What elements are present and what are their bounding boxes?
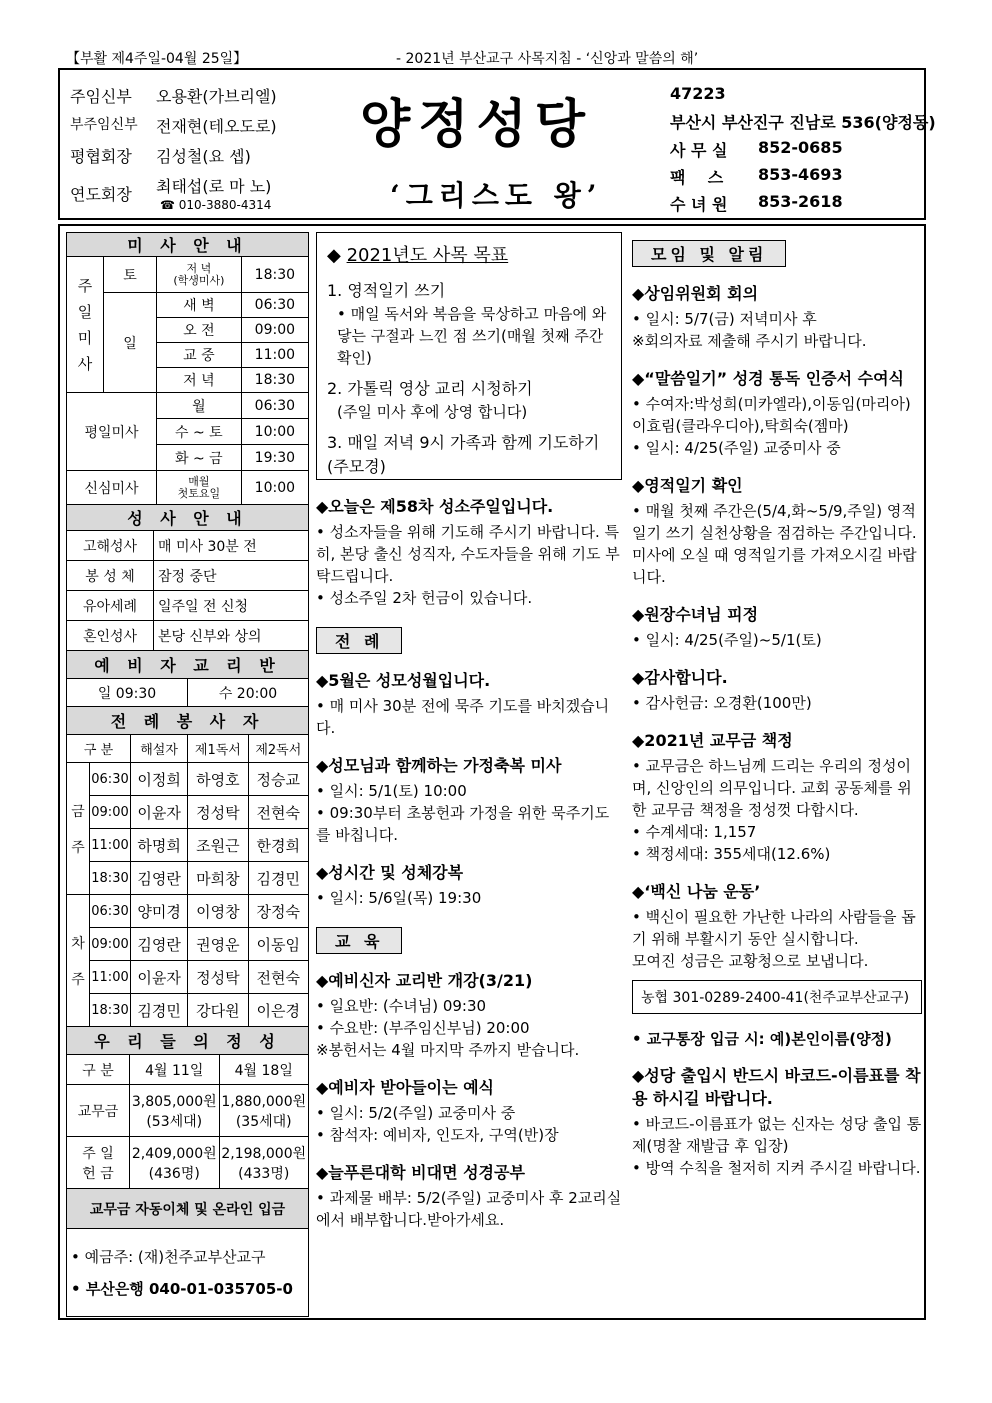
notice-section — [316, 968, 622, 1061]
offering-b: 2,198,000원 (433명) — [219, 1137, 309, 1189]
goals-title: ◆ 2021년도 사목 목표 — [327, 245, 509, 266]
parish-title: 양정성당 — [360, 94, 593, 155]
postal-code: 47223 — [670, 84, 726, 103]
right-column — [632, 232, 922, 1179]
col-header: 해설자 — [131, 735, 188, 763]
server-name: 김경민 — [248, 862, 308, 895]
col-header: 제1독서 — [188, 735, 248, 763]
notice-head: ◆성시간 및 성체강복 — [316, 863, 464, 882]
server-name: 김경민 — [131, 994, 188, 1027]
table-row — [67, 1085, 309, 1137]
contact-value: 853-2618 — [758, 192, 843, 211]
account-info — [67, 1229, 309, 1317]
section-tag — [632, 240, 922, 267]
mass-table — [66, 232, 309, 505]
server-name: 전현숙 — [248, 961, 308, 994]
table-row — [67, 679, 309, 707]
notice-line: • 일시: 5/6일(목) 19:30 — [316, 889, 482, 907]
notice-head: ◆상임위원회 회의 — [632, 284, 759, 303]
weekday-label: 평일미사 — [67, 393, 157, 471]
notice-section — [316, 494, 622, 609]
group-label: 차 주 — [67, 895, 90, 1027]
catechumen-wed: 수 20:00 — [188, 679, 309, 707]
notice-head: ◆오늘은 제58차 성소주일입니다. — [316, 497, 554, 516]
notice-line: • 일시: 5/2(주일) 교중미사 중 — [316, 1104, 516, 1122]
sacrament-value: 잠정 중단 — [154, 561, 309, 591]
goal-head: 3. 매일 저녁 9시 가족과 함께 기도하기(주모경) — [327, 433, 600, 476]
sacrament-value: 일주일 전 신청 — [154, 591, 309, 621]
section-tag — [316, 927, 622, 954]
table-row — [67, 707, 309, 735]
sacrament-name: 유아세례 — [67, 591, 154, 621]
sat-time-label: 저 녁 (학생미사) — [157, 257, 242, 293]
mass-time: 06:30 — [90, 895, 131, 928]
contact-label: 사 무 실 — [670, 141, 728, 160]
notice-section — [632, 473, 922, 588]
table-row — [67, 393, 309, 419]
notice-head: ◆예비신자 교리반 개강(3/21) — [316, 971, 533, 990]
notice-head: ◆감사합니다. — [632, 668, 728, 687]
tag-label: 모임 및 알림 — [632, 240, 786, 267]
table-row — [67, 257, 309, 293]
notice-head: ◆예비자 받아들이는 예식 — [316, 1078, 495, 1097]
table-row — [67, 1137, 309, 1189]
catechumen-sun: 일 09:30 — [67, 679, 188, 707]
catechumen-title: 예 비 자 교 리 반 — [67, 651, 309, 679]
account-bank: • 부산은행 040-01-035705-0 — [71, 1279, 293, 1298]
notice-head: ◆“말씀일기” 성경 통독 인증서 수여식 — [632, 369, 905, 388]
notice-line: • 수계세대: 1,157 — [632, 823, 757, 841]
mass-time: 06:30 — [241, 393, 308, 419]
first-sat-time: 10:00 — [241, 471, 308, 505]
notice-line: • 매 미사 30분 전에 묵주 기도를 바치겠습니다. — [316, 697, 610, 737]
table-row — [67, 591, 309, 621]
first-sat-label: 신심미사 — [67, 471, 157, 505]
notice-section — [632, 281, 922, 352]
table-row — [67, 829, 309, 862]
table-row — [67, 471, 309, 505]
server-name: 이은경 — [248, 994, 308, 1027]
notice-line: • 감사헌금: 오경환(100만) — [632, 694, 812, 712]
sacrament-title: 성 사 안 내 — [67, 505, 309, 531]
server-name: 정성탁 — [188, 796, 248, 829]
notice-section — [632, 366, 922, 459]
notice-line: • 바코드-이름표가 없는 신자는 성당 출입 통제(명찰 재발급 후 입장) — [632, 1115, 922, 1155]
mass-label: 월 — [157, 393, 242, 419]
first-sat-day: 매월 첫토요일 — [157, 471, 242, 505]
offering-title: 우 리 들 의 정 성 — [67, 1027, 309, 1055]
notice-head: ◆성모님과 함께하는 가정축복 미사 — [316, 756, 562, 775]
staff-name: 김성철(요 셉) — [156, 147, 251, 166]
bank-account: 농협 301-0289-2400-41(천주교부산교구) — [632, 980, 922, 1014]
tag-label: 전 례 — [316, 627, 402, 654]
mass-time: 09:00 — [90, 928, 131, 961]
sun-label: 일 — [104, 293, 157, 393]
notice-line: • 일시: 4/25(주일) 교중미사 중 — [632, 439, 841, 457]
server-name: 강다원 — [188, 994, 248, 1027]
mass-label: 수 ~ 토 — [157, 419, 242, 445]
sacrament-name: 혼인성사 — [67, 621, 154, 651]
goal-head: 1. 영적일기 쓰기 — [327, 281, 446, 300]
notice-section — [316, 668, 622, 739]
notice-head: ◆‘백신 나눔 운동’ — [632, 882, 761, 901]
notice-line: • 과제물 배부: 5/2(주일) 교중미사 후 2교리실에서 배부합니다.받아가세요. — [316, 1189, 622, 1229]
mass-label: 화 ~ 금 — [157, 445, 242, 471]
mass-time: 11:00 — [90, 961, 131, 994]
account-holder: • 예금주: (재)천주교부산교구 — [71, 1247, 266, 1266]
mass-label: 새 벽 — [157, 293, 242, 318]
sat-time: 18:30 — [241, 257, 308, 293]
table-row — [67, 561, 309, 591]
col-header: 4월 11일 — [130, 1055, 220, 1085]
goals-box — [316, 232, 622, 480]
notice-section — [316, 860, 622, 909]
staff-name: 전재현(테오도로) — [156, 117, 277, 136]
notice-line: • 교무금은 하느님께 드리는 우리의 정성이며, 신앙인의 의무입니다. 교회 공동체를 위한 교무금 책정을 정성껏 다합시다. — [632, 757, 912, 819]
server-name: 권영운 — [188, 928, 248, 961]
notice-line: • 일요반: (수녀님) 09:30 — [316, 997, 487, 1015]
notice-line: • 백신이 필요한 가난한 나라의 사람들을 돕기 위해 부활시기 동안 실시합니다. — [632, 908, 916, 948]
server-name: 김영란 — [131, 862, 188, 895]
server-name: 이윤자 — [131, 961, 188, 994]
col-header: 제2독서 — [248, 735, 308, 763]
mass-time: 06:30 — [90, 763, 131, 796]
table-row — [67, 928, 309, 961]
contact-value: 852-0685 — [758, 138, 843, 157]
table-row — [67, 1055, 309, 1085]
staff-name: 오용환(가브리엘) — [156, 87, 277, 106]
notice-head: ◆성당 출입시 반드시 바코드-이름표를 착용 하시길 바랍니다. — [632, 1066, 921, 1108]
goal-head: 2. 가톨릭 영상 교리 시청하기 — [327, 379, 533, 398]
notice-line: • 성소주일 2차 헌금이 있습니다. — [316, 589, 533, 607]
sat-label: 토 — [104, 257, 157, 293]
notice-line: • 수요반: (부주임신부님) 20:00 — [316, 1019, 530, 1037]
offering-b: 1,880,000원 (35세대) — [219, 1085, 309, 1137]
mass-time: 18:30 — [90, 994, 131, 1027]
server-name: 이동임 — [248, 928, 308, 961]
notice-line: • 일시: 4/25(주일)~5/1(토) — [632, 631, 822, 649]
notice-line: 모여진 성금은 교황청으로 보냅니다. — [632, 952, 869, 970]
notice-line: • 참석자: 예비자, 인도자, 구역(반)장 — [316, 1126, 559, 1144]
staff-role: 부주임신부 — [70, 117, 138, 133]
notice-line: • 성소자들을 위해 기도해 주시기 바랍니다. 특히, 본당 출신 성직자, 수도자들을 위해 기도 부탁드립니다. — [316, 523, 620, 585]
notice-line: • 일시: 5/1(토) 10:00 — [316, 782, 467, 800]
table-row — [67, 1189, 309, 1229]
notice-line: • 책정세대: 355세대(12.6%) — [632, 845, 831, 863]
deposit-note: • 교구통장 입금 시: 예)본인이름(양정) — [632, 1030, 892, 1048]
notice-section — [316, 753, 622, 846]
notice-section — [632, 728, 922, 865]
goal-body: • 매일 독서와 복음을 묵상하고 마음에 와닿는 구절과 느낀 점 쓰기(매월 첫째 주간 확인) — [337, 305, 607, 367]
server-name: 양미경 — [131, 895, 188, 928]
issue-date: 【부활 제4주일-04월 25일】 — [66, 51, 248, 67]
mass-label: 저 녁 — [157, 368, 242, 393]
bulletin-header — [58, 68, 936, 220]
mass-time: 19:30 — [241, 445, 308, 471]
notice-head: ◆5월은 성모성월입니다. — [316, 671, 491, 690]
mass-time: 06:30 — [241, 293, 308, 318]
group-label: 금 주 — [67, 763, 90, 895]
notice-head: ◆2021년 교무금 책정 — [632, 731, 793, 750]
contact-label: 팩 스 — [670, 168, 724, 187]
mass-time: 09:00 — [90, 796, 131, 829]
address: 부산시 부산진구 진남로 536(양정동) — [670, 113, 936, 132]
catechumen-table — [66, 650, 309, 707]
notice-line: • 매월 첫째 주간은(5/4,화~5/9,주일) 영적일기 쓰기 실천상황을 점검하는 주간입니다. 미사에 오실 때 영적일기를 가져오시길 바랍니다. — [632, 502, 917, 586]
notice-head: ◆영적일기 확인 — [632, 476, 743, 495]
contact-value: 853-4693 — [758, 165, 843, 184]
server-name: 이영창 — [188, 895, 248, 928]
offering-a: 3,805,000원 (53세대) — [130, 1085, 220, 1137]
autopay-title: 교무금 자동이체 및 온라인 입금 — [67, 1189, 309, 1229]
notice-section — [632, 1063, 922, 1179]
mass-time: 10:00 — [241, 419, 308, 445]
server-name: 하명희 — [131, 829, 188, 862]
sacrament-name: 봉 성 체 — [67, 561, 154, 591]
table-row — [67, 1229, 309, 1317]
sunday-label: 주 일 미 사 — [67, 257, 104, 393]
left-column — [66, 232, 309, 1317]
offering-a: 2,409,000원 (436명) — [130, 1137, 220, 1189]
mass-time: 11:00 — [90, 829, 131, 862]
mass-time: 09:00 — [241, 318, 308, 343]
table-row — [67, 505, 309, 531]
col-header: 4월 18일 — [219, 1055, 309, 1085]
staff-role: 평협회장 — [70, 147, 132, 166]
server-name: 마희창 — [188, 862, 248, 895]
server-table — [66, 706, 309, 1027]
main-body — [58, 224, 926, 1320]
notice-line: ※봉헌서는 4월 마지막 주까지 받습니다. — [316, 1041, 580, 1059]
table-row — [67, 735, 309, 763]
server-name: 정성탁 — [188, 961, 248, 994]
notice-line: • 일시: 5/7(금) 저녁미사 후 — [632, 310, 817, 328]
table-row — [67, 293, 309, 318]
table-row — [67, 796, 309, 829]
sacrament-table — [66, 504, 309, 651]
notice-section — [632, 879, 922, 972]
staff-role: 주임신부 — [70, 87, 132, 106]
diocese-motto: - 2021년 부산교구 사목지침 - ‘신앙과 말씀의 해’ — [396, 51, 699, 67]
notice-head: ◆원장수녀님 피정 — [632, 605, 759, 624]
right-sections — [632, 240, 922, 1179]
col-header: 구 분 — [67, 735, 131, 763]
middle-column — [316, 232, 622, 1231]
middle-sections — [316, 494, 622, 1231]
table-row — [67, 994, 309, 1027]
table-row — [67, 895, 309, 928]
server-name: 정승교 — [248, 763, 308, 796]
server-name: 하영호 — [188, 763, 248, 796]
phone: ☎ 010-3880-4314 — [160, 198, 272, 212]
notice-section — [632, 665, 922, 714]
table-row — [67, 763, 309, 796]
table-row — [67, 531, 309, 561]
offering-kind: 교무금 — [67, 1085, 130, 1137]
offering-table — [66, 1026, 309, 1317]
mass-time: 18:30 — [241, 368, 308, 393]
tag-label: 교 육 — [316, 927, 402, 954]
notice-section — [316, 1160, 622, 1231]
mass-time: 18:30 — [90, 862, 131, 895]
notice-section — [316, 1075, 622, 1146]
table-row — [67, 961, 309, 994]
staff-name: 최태섭(로 마 노) — [156, 177, 272, 196]
servers-title: 전 례 봉 사 자 — [67, 707, 309, 735]
server-name: 전현숙 — [248, 796, 308, 829]
offering-kind: 주 일 헌 금 — [67, 1137, 130, 1189]
table-row — [67, 1027, 309, 1055]
notice-line: • 방역 수칙을 철저히 지켜 주시길 바랍니다. — [632, 1159, 921, 1177]
table-row — [67, 621, 309, 651]
table-row — [67, 233, 309, 257]
sacrament-name: 고해성사 — [67, 531, 154, 561]
staff-role: 연도회장 — [70, 185, 132, 204]
notice-line: • 수여자:박성희(미카엘라),이동임(마리아) 이효림(클라우디아),탁희숙(젬마) — [632, 395, 911, 435]
table-row — [67, 862, 309, 895]
contact-label: 수 녀 원 — [670, 195, 728, 214]
col-header: 구 분 — [67, 1055, 130, 1085]
table-row — [67, 651, 309, 679]
mass-title: 미 사 안 내 — [67, 233, 309, 257]
notice-section — [632, 602, 922, 651]
server-name: 한경희 — [248, 829, 308, 862]
mass-label: 교 중 — [157, 343, 242, 368]
server-name: 장정숙 — [248, 895, 308, 928]
sacrament-value: 매 미사 30분 전 — [154, 531, 309, 561]
parish-subtitle: ‘그리스도 왕’ — [390, 179, 603, 212]
notice-head: ◆늘푸른대학 비대면 성경공부 — [316, 1163, 525, 1182]
notice-line: • 09:30부터 초봉헌과 가정을 위한 묵주기도를 바칩니다. — [316, 804, 610, 844]
server-name: 조원근 — [188, 829, 248, 862]
goal-body: (주일 미사 후에 상영 합니다) — [337, 403, 528, 421]
section-tag — [316, 627, 622, 654]
server-name: 이정희 — [131, 763, 188, 796]
mass-label: 오 전 — [157, 318, 242, 343]
sacrament-value: 본당 신부와 상의 — [154, 621, 309, 651]
goal-items — [327, 279, 611, 479]
server-name: 이윤자 — [131, 796, 188, 829]
notice-line: ※회의자료 제출해 주시기 바랍니다. — [632, 332, 867, 350]
mass-time: 11:00 — [241, 343, 308, 368]
server-name: 김영란 — [131, 928, 188, 961]
